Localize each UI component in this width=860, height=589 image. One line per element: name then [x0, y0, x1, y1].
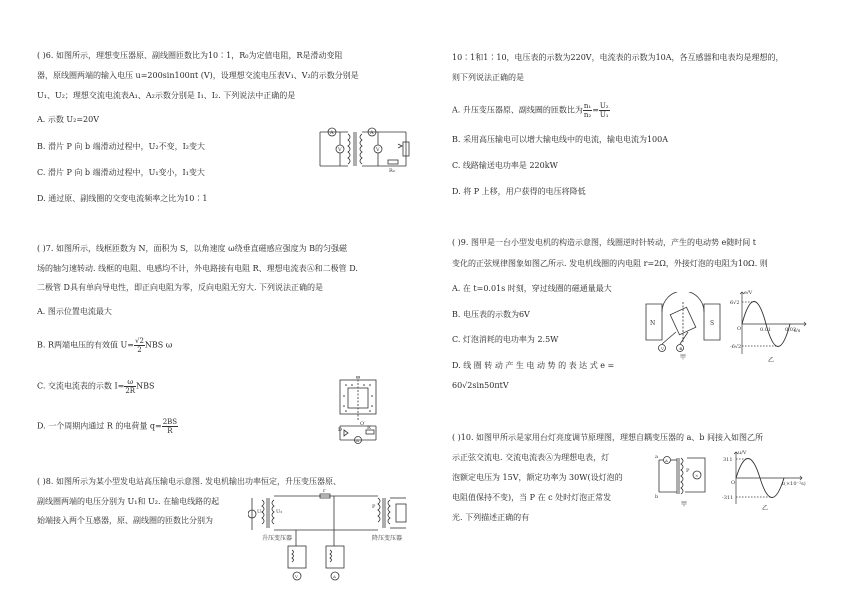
svg-text:V: V	[376, 147, 380, 153]
q9-tick-t1: 0.01	[760, 327, 772, 333]
q10-stem-line3: 泡额定电压为 15V，额定功率为 30W(设灯泡的	[452, 473, 623, 482]
q8-option-d: D. 将 P 上移，用户获得的电压将降低	[452, 187, 586, 196]
q10-fig-yi: 乙	[762, 505, 769, 512]
q8-option-a-u2: U₂	[599, 102, 609, 110]
q8-option-a-u1: U₁	[599, 111, 609, 119]
q7-option-d-fraction	[162, 418, 178, 435]
q10-stem-line1: ( )10. 如图甲所示是家用台灯亮度调节原理图，理想自耦变压器的 a、b 间接入如图乙所	[452, 433, 764, 442]
svg-text:O′: O′	[360, 421, 366, 427]
svg-text:A: A	[356, 438, 359, 443]
q9-option-a: A. 在 t=0.01s 时刻，穿过线圈的磁通量最大	[452, 284, 612, 293]
svg-text:R₀: R₀	[389, 168, 395, 174]
q7-option-d-numerator: 2BS	[162, 418, 178, 426]
svg-text:P: P	[372, 504, 376, 510]
q7-option-c-numerator: ω	[124, 378, 136, 387]
q10-stem-line5: 光. 下列描述正确的有	[452, 513, 530, 522]
q7-option-b-suffix: NBS ω	[144, 340, 173, 350]
svg-text:O: O	[356, 376, 361, 381]
q10-stem-line4: 电阻值保持不变)，当 P 在 c 处时灯泡正常发	[452, 493, 612, 502]
q7-option-c	[37, 378, 154, 395]
q8-option-a-n2: n₂	[583, 111, 592, 119]
svg-text:×: ×	[695, 473, 699, 478]
q10-tick-neg: -311	[722, 495, 734, 501]
q9-fig-jia: 甲	[680, 354, 687, 361]
q9-axis-e: e/V	[744, 290, 753, 296]
q10-tick-pos: 311	[723, 457, 733, 463]
q9-tick-t2: 0.02	[785, 327, 797, 333]
q6-stem-line1: ( )6. 如图所示，理想变压器原、副线圈匝数比为10∶1，R₀为定值电阻，R是滑动变阻	[37, 51, 343, 60]
q9-option-c: C. 灯泡消耗的电功率为 2.5W	[452, 335, 559, 344]
q8-stem-line3: 始端接入两个互感器，原、副线圈的匝数比分别为	[37, 516, 213, 525]
q8-step-down-label: 降压变压器	[372, 535, 403, 542]
q8-option-a-fraction-n	[583, 102, 592, 119]
svg-text:A: A	[333, 574, 336, 579]
q8-option-a	[452, 102, 610, 119]
svg-text:a: a	[655, 454, 658, 460]
q7-option-c-denominator: 2R	[125, 387, 136, 395]
q7-option-d-prefix: D. 一个周期内通过 R 的电荷量 q=	[37, 421, 162, 431]
q7-option-c-prefix: C. 交流电流表的示数 I=	[37, 381, 125, 391]
q6-option-c: C. 滑片 P 向 b 端滑动过程中，U₁变小，I₁变大	[37, 168, 205, 177]
svg-text:⊗: ⊗	[679, 346, 683, 351]
svg-text:b: b	[655, 494, 659, 500]
q6-option-b: B. 滑片 P 向 b 端滑动过程中，U₂不变，I₂变大	[37, 142, 205, 151]
q6-stem-line2: 器，原线圈两端的输入电压 u=200sin100πt (V)，设理想交流电压表V₁、V₂的示数分别是	[37, 71, 359, 80]
q7-option-b	[37, 337, 172, 354]
svg-text:S: S	[710, 320, 715, 327]
svg-text:V: V	[295, 574, 298, 579]
svg-text:A: A	[370, 130, 374, 136]
q7-option-a: A. 图示位置电流最大	[37, 307, 112, 316]
q9-option-d-line1: D. 线 圈 转 动 产 生 电 动 势 的 表 达 式 e =	[452, 361, 615, 370]
q8-transmission-figure	[248, 478, 413, 586]
svg-text:A: A	[665, 458, 668, 463]
q7-option-b-fraction	[134, 337, 145, 354]
q10-axis-u: u/V	[738, 450, 747, 456]
svg-text:U₂: U₂	[276, 509, 283, 515]
q9-tick-neg: -6√2	[730, 344, 742, 350]
q9-stem-line2: 变化的正弦规律图象如图乙所示. 发电机线圈的内电阻 r=2Ω，外接灯泡的电阻为10Ω. 则	[452, 259, 768, 268]
q7-coil-figure	[336, 376, 378, 444]
q8-option-b: B. 采用高压输电可以增大输电线中的电流，输电电流为100A	[452, 135, 669, 144]
svg-text:D: D	[338, 427, 343, 433]
q8-stem-line2: 副线圈两端的电压分别为 U₁和 U₂. 在输电线路的起	[37, 497, 220, 506]
q8-option-a-equals: =	[592, 105, 599, 115]
q6-stem-line3: U₁、U₂；理想交流电流表A₁、A₂示数分别是 I₁、I₂. 下列说法中正确的是	[37, 91, 296, 100]
svg-text:V: V	[661, 346, 664, 351]
q9-option-b: B. 电压表的示数为6V	[452, 310, 530, 319]
q9-fig-yi: 乙	[768, 357, 775, 364]
q7-option-b-prefix: B. R两端电压的有效值 U=	[37, 340, 134, 350]
q6-transformer-figure	[318, 124, 410, 174]
q9-tick-pos: 6√2	[730, 300, 740, 306]
q9-option-d-line2: 60√2sin50πtV	[452, 381, 509, 390]
q9-axis-t: t/s	[794, 328, 801, 334]
q7-option-d-denominator: R	[167, 427, 173, 435]
q8-step-up-label: 升压变压器	[262, 535, 293, 542]
q10-axis-t: t(×10⁻²s)	[782, 481, 806, 487]
q8-cont-line2: 则下列说法正确的是	[452, 73, 524, 82]
q8-option-a-fraction-u	[599, 102, 610, 119]
q8-option-c: C. 线路输送电功率是 220kW	[452, 161, 558, 170]
q7-option-b-denominator: 2	[137, 346, 142, 354]
q9-generator-figure	[640, 292, 726, 362]
q6-option-d: D. 通过原、副线圈的交变电流频率之比为10∶1	[37, 194, 208, 203]
svg-text:V: V	[338, 147, 342, 153]
q10-stem-line2: 示正弦交流电. 交流电流表Ⓐ为理想电表，灯	[452, 453, 610, 462]
q7-option-c-suffix: NBS	[136, 381, 155, 391]
svg-text:P: P	[686, 468, 690, 474]
svg-text:U₁: U₁	[257, 509, 264, 515]
svg-text:r: r	[323, 488, 326, 494]
q7-option-b-numerator: √2	[134, 337, 144, 345]
q7-stem-line3: 二极管 D具有单向导电性，即正向电阻为零，反向电阻无穷大. 下列说法正确的是	[37, 283, 324, 292]
q10-fig-jia: 甲	[681, 501, 688, 508]
svg-text:A: A	[330, 130, 334, 136]
svg-text:N: N	[650, 320, 656, 327]
q10-autotransformer-figure	[655, 450, 715, 508]
q7-stem-line2: 场的轴匀速转动. 线框的电阻、电感均不计，外电路接有电阻 R、理想电流表Ⓐ和二极管 D.	[37, 264, 358, 273]
q8-stem-line1: ( )8. 如图所示为某小型发电站高压输电示意图. 发电机输出功率恒定，升压变压器原、	[37, 477, 342, 486]
q10-voltage-graph	[722, 448, 806, 512]
q8-option-a-n1: n₁	[583, 102, 592, 110]
q8-option-a-prefix: A. 升压变压器原、副线圈的匝数比为	[452, 105, 583, 115]
q10-origin: O	[731, 480, 736, 486]
q8-cont-line1: 10∶1和1∶10，电压表的示数为220V，电流表的示数为10A，各互感器和电表均是理想的，	[452, 53, 784, 62]
q7-option-c-fraction	[124, 378, 136, 395]
q9-emf-graph	[730, 288, 810, 364]
q7-stem-line1: ( )7. 如图所示，线框匝数为 N，面积为 S，以角速度 ω绕垂直磁感应强度为 B的匀强磁	[37, 244, 348, 253]
q6-option-a: A. 示数 U₂=20V	[37, 115, 100, 124]
q7-option-d	[37, 418, 178, 435]
q9-stem-line1: ( )9. 图甲是一台小型发电机的构造示意图，线圈逆时针转动，产生的电动势 e随时间 t	[452, 238, 756, 247]
q9-origin: O	[737, 326, 742, 332]
svg-text:R: R	[367, 425, 371, 431]
